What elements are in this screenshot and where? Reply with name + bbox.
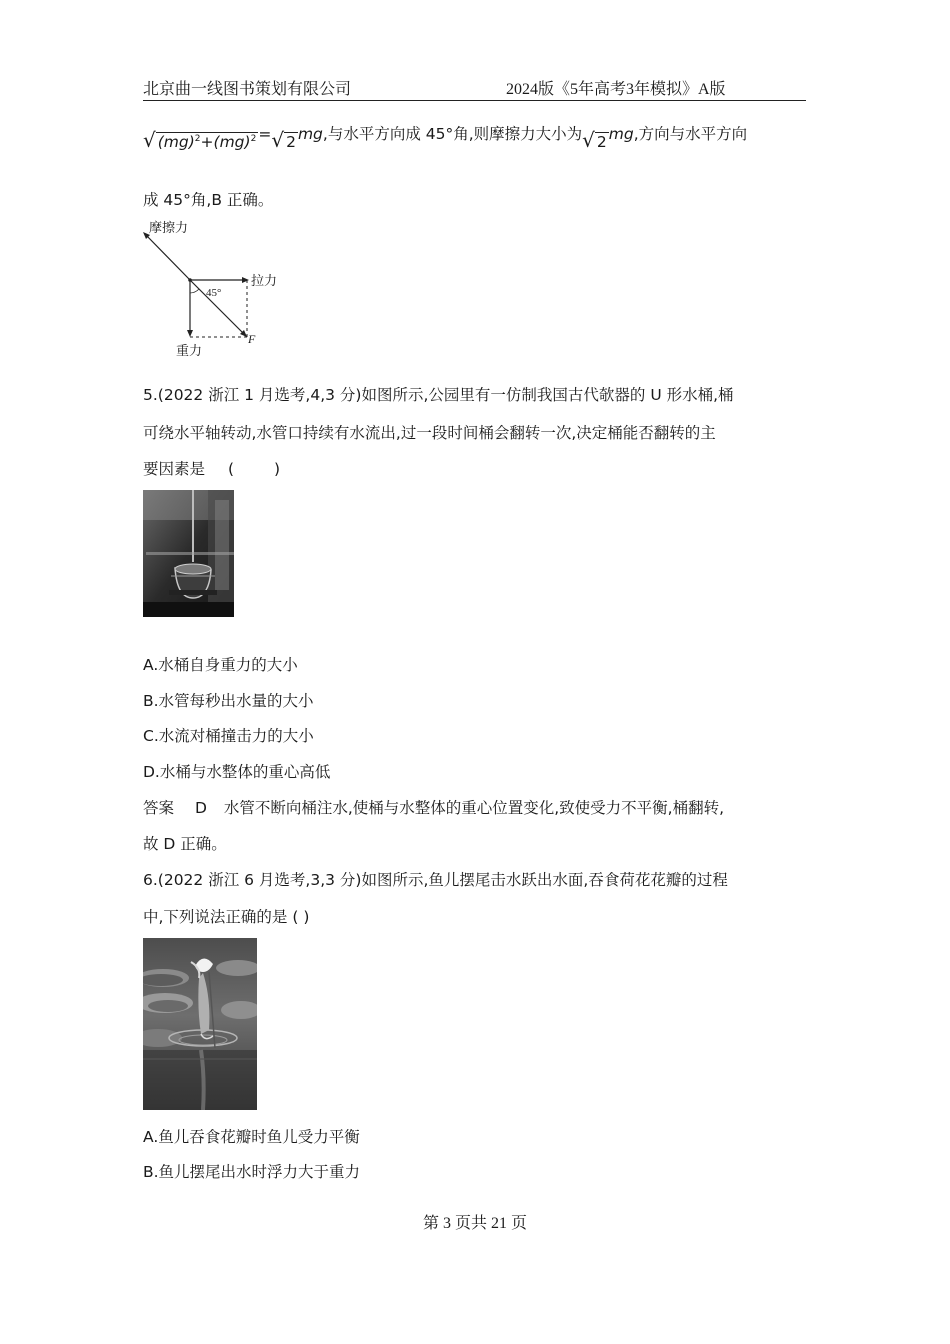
mg-symbol: mg — [297, 125, 323, 143]
answer-label: 答案 — [143, 799, 175, 817]
answer-bracket-open: ( — [227, 460, 235, 478]
q5-answer-line-2: 故 D 正确。 — [143, 835, 227, 853]
q6-option-b: B.鱼儿摆尾出水时浮力大于重力 — [143, 1163, 361, 1181]
fish-lotus-photo — [143, 938, 257, 1110]
sqrt-two: 2 — [286, 133, 296, 151]
superscript: 2 — [194, 133, 201, 144]
q5-option-d: D.水桶与水整体的重心高低 — [143, 763, 331, 781]
sqrt-symbol: √ — [271, 128, 285, 152]
q6-option-a: A.鱼儿吞食花瓣时鱼儿受力平衡 — [143, 1128, 360, 1146]
sqrt-symbol: √ — [582, 128, 595, 152]
q5-answer-line-1 — [143, 796, 724, 818]
q5-option-b: B.水管每秒出水量的大小 — [143, 692, 314, 710]
sqrt-symbol: √ — [143, 128, 156, 152]
gravity-arrowhead — [187, 330, 193, 337]
equals-sign: = — [258, 125, 272, 143]
angle-label: 45° — [206, 287, 222, 299]
q5-line-1: 5.(2022 浙江 1 月选考,4,3 分)如图所示,公园里有一仿制我国古代欹器的 U 形水桶,桶 — [143, 386, 734, 404]
pull-label: 拉力 — [251, 274, 278, 289]
header-right: 2024版《5年高考3年模拟》A版 — [506, 81, 726, 98]
math-term2: (mg) — [213, 133, 251, 151]
resultant-label: F — [248, 332, 256, 346]
friction-arrow — [145, 234, 190, 280]
angle-arc — [190, 289, 199, 293]
solution-line-2: 成 45°角,B 正确。 — [143, 191, 274, 209]
math-term1: (mg) — [157, 133, 195, 151]
solution-text-b: ,方向与水平方向 — [633, 125, 748, 143]
answer-explanation: 水管不断向桶注水,使桶与水整体的重心位置变化,致使受力不平衡,桶翻转, — [223, 799, 725, 817]
q5-option-c: C.水流对桶撞击力的大小 — [143, 727, 314, 745]
q5-line-2: 可绕水平轴转动,水管口持续有水流出,过一段时间桶会翻转一次,决定桶能否翻转的主 — [143, 424, 716, 442]
answer-value: D — [194, 799, 207, 817]
q5-line-3 — [143, 457, 280, 479]
gravity-label: 重力 — [176, 344, 203, 359]
header-left: 北京曲一线图书策划有限公司 — [143, 81, 352, 98]
force-diagram — [140, 215, 290, 360]
q5-line-3-text: 要因素是 — [143, 460, 206, 478]
solution-math-line — [143, 125, 748, 152]
q6-line-1: 6.(2022 浙江 6 月选考,3,3 分)如图所示,鱼儿摆尾击水跃出水面,吞食荷花花瓣的过程 — [143, 871, 728, 889]
sqrt-two: 2 — [596, 133, 607, 151]
pull-arrowhead — [242, 277, 249, 283]
superscript: 2 — [250, 133, 257, 144]
friction-label: 摩擦力 — [149, 221, 189, 236]
page-footer: 第 3 页共 21 页 — [422, 1215, 527, 1232]
q5-option-a: A.水桶自身重力的大小 — [143, 656, 298, 674]
q6-line-2: 中,下列说法正确的是 ( ) — [143, 908, 310, 926]
answer-bracket-close: ) — [274, 460, 281, 478]
solution-text-a: ,与水平方向成 45°角,则摩擦力大小为 — [322, 125, 583, 143]
plus-sign: + — [200, 133, 214, 151]
header-rule — [143, 100, 806, 101]
mg-symbol: mg — [608, 125, 634, 143]
bucket-photo — [143, 490, 234, 617]
origin-point — [188, 278, 192, 282]
